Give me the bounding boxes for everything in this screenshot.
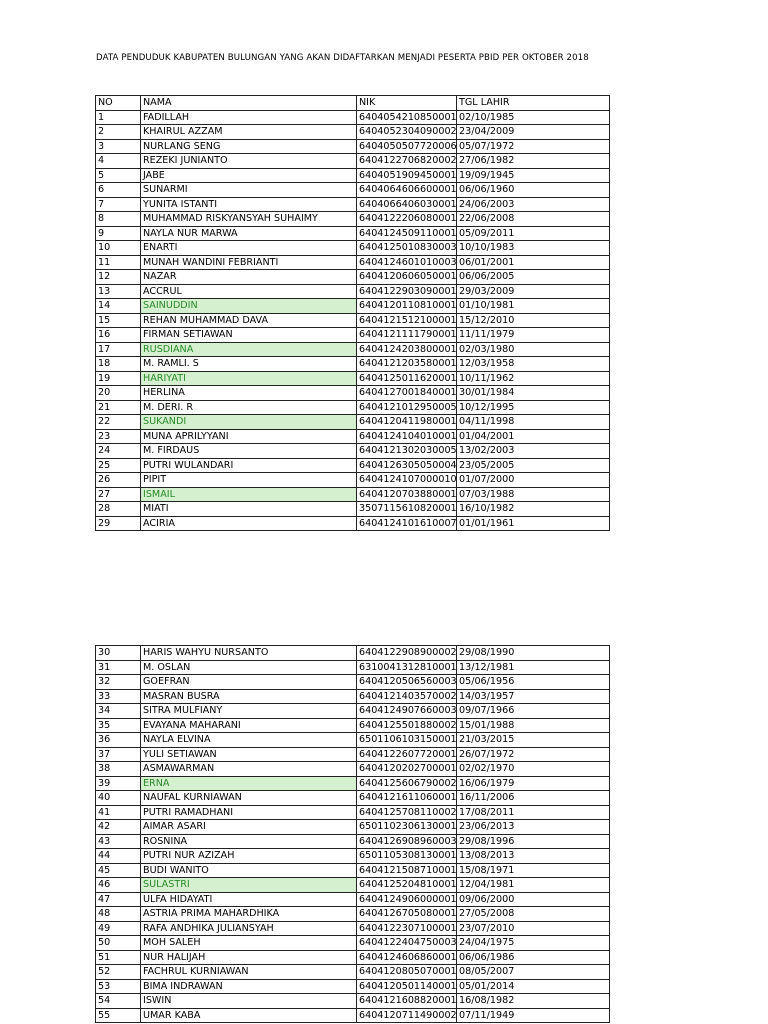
table-row [96, 313, 610, 328]
table-row [96, 255, 610, 270]
row-birth-date: 14/03/1957 [457, 689, 610, 704]
row-number: 33 [96, 689, 141, 704]
table-row [96, 110, 610, 125]
table-row [96, 125, 610, 140]
row-number: 3 [96, 139, 141, 154]
row-number: 17 [96, 342, 141, 357]
row-number: 2 [96, 125, 141, 140]
row-nik: 6404124906000001 [357, 892, 457, 907]
row-nik: 6404125010830003 [357, 241, 457, 256]
row-nik: 6404120703880001 [357, 487, 457, 502]
row-number: 22 [96, 415, 141, 430]
table-row [96, 154, 610, 169]
row-number: 36 [96, 733, 141, 748]
table-row [96, 473, 610, 488]
table-row [96, 357, 610, 372]
row-nik: 6404051909450001 [357, 168, 457, 183]
row-nik: 6404050507720006 [357, 139, 457, 154]
row-birth-date: 05/09/2011 [457, 226, 610, 241]
table-row [96, 516, 610, 531]
row-nik: 6404120805070001 [357, 965, 457, 980]
table-row [96, 907, 610, 922]
row-number: 25 [96, 458, 141, 473]
row-nik: 6404122206080001 [357, 212, 457, 227]
table-row [96, 270, 610, 285]
table-row [96, 139, 610, 154]
table-row [96, 502, 610, 517]
row-name: MASRAN BUSRA [141, 689, 357, 704]
table-row [96, 849, 610, 864]
document-title: DATA PENDUDUK KABUPATEN BULUNGAN YANG AKAN DIDAFTARKAN MENJADI PESERTA PBID PER OKTOBER 2018 [96, 53, 589, 63]
header-tgl-lahir: TGL LAHIR [457, 96, 610, 111]
row-birth-date: 01/01/1961 [457, 516, 610, 531]
table-row [96, 704, 610, 719]
row-name: NAUFAL KURNIAWAN [141, 791, 357, 806]
table-row [96, 342, 610, 357]
row-nik: 6404125708110002 [357, 805, 457, 820]
row-nik: 6404125606790002 [357, 776, 457, 791]
table-header-row [96, 96, 610, 111]
table-row [96, 646, 610, 661]
table-row [96, 689, 610, 704]
row-number: 55 [96, 1008, 141, 1023]
row-birth-date: 01/07/2000 [457, 473, 610, 488]
row-nik: 6404121512100001 [357, 313, 457, 328]
row-name: REHAN MUHAMMAD DAVA [141, 313, 357, 328]
row-number: 5 [96, 168, 141, 183]
row-nik: 6404120501140001 [357, 979, 457, 994]
row-name: M. DERI. R [141, 400, 357, 415]
row-nik: 6404054210850001 [357, 110, 457, 125]
row-name: ACCRUL [141, 284, 357, 299]
row-nik: 3507115610820001 [357, 502, 457, 517]
row-nik: 6404126305050004 [357, 458, 457, 473]
row-name: HARIS WAHYU NURSANTO [141, 646, 357, 661]
row-birth-date: 27/06/1982 [457, 154, 610, 169]
row-birth-date: 23/05/2005 [457, 458, 610, 473]
row-birth-date: 24/06/2003 [457, 197, 610, 212]
row-number: 47 [96, 892, 141, 907]
row-birth-date: 15/01/1988 [457, 718, 610, 733]
row-name: RUSDIANA [141, 342, 357, 357]
table-row [96, 675, 610, 690]
row-nik: 6404121111790001 [357, 328, 457, 343]
row-birth-date: 16/10/1982 [457, 502, 610, 517]
row-nik: 6404124601010003 [357, 255, 457, 270]
row-number: 14 [96, 299, 141, 314]
table-row [96, 1008, 610, 1023]
row-birth-date: 01/10/1981 [457, 299, 610, 314]
row-nik: 6501105308130001 [357, 849, 457, 864]
row-nik: 6404122307100001 [357, 921, 457, 936]
population-table-1 [95, 95, 610, 531]
table-row [96, 936, 610, 951]
table-row [96, 660, 610, 675]
row-number: 8 [96, 212, 141, 227]
row-name: NURLANG SENG [141, 139, 357, 154]
row-nik: 6501106103150001 [357, 733, 457, 748]
row-nik: 6404126705080001 [357, 907, 457, 922]
row-number: 12 [96, 270, 141, 285]
row-number: 30 [96, 646, 141, 661]
row-number: 42 [96, 820, 141, 835]
row-birth-date: 23/06/2013 [457, 820, 610, 835]
row-number: 46 [96, 878, 141, 893]
row-nik: 6404121302030005 [357, 444, 457, 459]
table-row [96, 212, 610, 227]
row-name: HARIYATI [141, 371, 357, 386]
row-name: NUR HALIJAH [141, 950, 357, 965]
table-row [96, 458, 610, 473]
row-name: ERNA [141, 776, 357, 791]
row-birth-date: 02/03/1980 [457, 342, 610, 357]
row-number: 31 [96, 660, 141, 675]
table-row [96, 950, 610, 965]
row-birth-date: 12/03/1958 [457, 357, 610, 372]
table-row [96, 400, 610, 415]
row-birth-date: 11/11/1979 [457, 328, 610, 343]
row-name: MUNAH WANDINI FEBRIANTI [141, 255, 357, 270]
row-name: ASMAWARMAN [141, 762, 357, 777]
row-birth-date: 26/07/1972 [457, 747, 610, 762]
row-number: 19 [96, 371, 141, 386]
row-name: MOH SALEH [141, 936, 357, 951]
row-name: YULI SETIAWAN [141, 747, 357, 762]
row-birth-date: 23/07/2010 [457, 921, 610, 936]
row-nik: 6404120411980001 [357, 415, 457, 430]
row-nik: 6404066406030001 [357, 197, 457, 212]
row-nik: 6404122404750003 [357, 936, 457, 951]
row-nik: 6404122908900002 [357, 646, 457, 661]
population-table-2 [95, 645, 610, 1023]
table-row [96, 197, 610, 212]
table-row [96, 429, 610, 444]
table-row [96, 820, 610, 835]
row-nik: 6404121508710001 [357, 863, 457, 878]
row-number: 49 [96, 921, 141, 936]
table-row [96, 834, 610, 849]
row-name: BIMA INDRAWAN [141, 979, 357, 994]
row-number: 28 [96, 502, 141, 517]
row-number: 51 [96, 950, 141, 965]
table-row [96, 762, 610, 777]
row-name: JABE [141, 168, 357, 183]
row-nik: 6404125011620001 [357, 371, 457, 386]
row-name: M. RAMLI. S [141, 357, 357, 372]
row-number: 53 [96, 979, 141, 994]
row-number: 29 [96, 516, 141, 531]
row-birth-date: 06/06/1960 [457, 183, 610, 198]
row-number: 35 [96, 718, 141, 733]
row-name: M. OSLAN [141, 660, 357, 675]
row-birth-date: 16/06/1979 [457, 776, 610, 791]
row-name: ISMAIL [141, 487, 357, 502]
table-row [96, 718, 610, 733]
row-number: 38 [96, 762, 141, 777]
row-name: PUTRI WULANDARI [141, 458, 357, 473]
row-name: FACHRUL KURNIAWAN [141, 965, 357, 980]
row-birth-date: 02/02/1970 [457, 762, 610, 777]
row-name: SUNARMI [141, 183, 357, 198]
row-nik: 6404121611060001 [357, 791, 457, 806]
row-name: KHAIRUL AZZAM [141, 125, 357, 140]
row-name: NAYLA ELVINA [141, 733, 357, 748]
row-number: 24 [96, 444, 141, 459]
row-name: SUKANDI [141, 415, 357, 430]
table-row [96, 892, 610, 907]
row-number: 48 [96, 907, 141, 922]
row-birth-date: 29/08/1990 [457, 646, 610, 661]
row-birth-date: 16/11/2006 [457, 791, 610, 806]
header-no: NO [96, 96, 141, 111]
row-number: 43 [96, 834, 141, 849]
header-nama: NAMA [141, 96, 357, 111]
row-name: MIATI [141, 502, 357, 517]
row-birth-date: 22/06/2008 [457, 212, 610, 227]
row-number: 4 [96, 154, 141, 169]
row-birth-date: 13/02/2003 [457, 444, 610, 459]
row-number: 37 [96, 747, 141, 762]
row-name: BUDI WANITO [141, 863, 357, 878]
row-nik: 6501102306130001 [357, 820, 457, 835]
table-row [96, 994, 610, 1009]
table-row [96, 386, 610, 401]
table-row [96, 168, 610, 183]
row-birth-date: 27/05/2008 [457, 907, 610, 922]
row-birth-date: 23/04/2009 [457, 125, 610, 140]
row-nik: 6404124606860001 [357, 950, 457, 965]
row-nik: 6404122903090001 [357, 284, 457, 299]
table-row [96, 183, 610, 198]
row-name: UMAR KABA [141, 1008, 357, 1023]
row-number: 26 [96, 473, 141, 488]
row-name: NAZAR [141, 270, 357, 285]
row-number: 9 [96, 226, 141, 241]
row-name: EVAYANA MAHARANI [141, 718, 357, 733]
row-birth-date: 07/11/1949 [457, 1008, 610, 1023]
row-birth-date: 02/10/1985 [457, 110, 610, 125]
row-nik: 6310041312810001 [357, 660, 457, 675]
row-name: ISWIN [141, 994, 357, 1009]
row-nik: 6404124107000010 [357, 473, 457, 488]
row-nik: 6404121203580001 [357, 357, 457, 372]
row-name: ASTRIA PRIMA MAHARDHIKA [141, 907, 357, 922]
table-row [96, 805, 610, 820]
row-name: FIRMAN SETIAWAN [141, 328, 357, 343]
row-number: 39 [96, 776, 141, 791]
row-number: 16 [96, 328, 141, 343]
row-birth-date: 10/10/1983 [457, 241, 610, 256]
row-nik: 6404124509110001 [357, 226, 457, 241]
row-nik: 6404124203800001 [357, 342, 457, 357]
row-number: 11 [96, 255, 141, 270]
row-name: SAINUDDIN [141, 299, 357, 314]
row-nik: 6404052304090002 [357, 125, 457, 140]
row-birth-date: 09/06/2000 [457, 892, 610, 907]
row-number: 15 [96, 313, 141, 328]
row-name: ULFA HIDAYATI [141, 892, 357, 907]
table-row [96, 444, 610, 459]
row-nik: 6404121403570002 [357, 689, 457, 704]
table-row [96, 371, 610, 386]
row-birth-date: 29/08/1996 [457, 834, 610, 849]
row-birth-date: 04/11/1998 [457, 415, 610, 430]
row-number: 6 [96, 183, 141, 198]
row-name: MUNA APRILYYANI [141, 429, 357, 444]
row-nik: 6404122607720001 [357, 747, 457, 762]
row-birth-date: 24/04/1975 [457, 936, 610, 951]
row-name: M. FIRDAUS [141, 444, 357, 459]
row-number: 44 [96, 849, 141, 864]
row-birth-date: 06/06/1986 [457, 950, 610, 965]
table-row [96, 415, 610, 430]
row-nik: 6404127001840001 [357, 386, 457, 401]
row-nik: 6404125501880002 [357, 718, 457, 733]
row-number: 7 [96, 197, 141, 212]
row-birth-date: 06/06/2005 [457, 270, 610, 285]
row-name: SULASTRI [141, 878, 357, 893]
table-row [96, 299, 610, 314]
row-number: 27 [96, 487, 141, 502]
row-nik: 6404121012950005 [357, 400, 457, 415]
row-birth-date: 19/09/1945 [457, 168, 610, 183]
row-number: 45 [96, 863, 141, 878]
row-number: 50 [96, 936, 141, 951]
row-name: PUTRI NUR AZIZAH [141, 849, 357, 864]
row-birth-date: 10/11/1962 [457, 371, 610, 386]
row-name: HERLINA [141, 386, 357, 401]
row-number: 13 [96, 284, 141, 299]
row-nik: 6404064606600001 [357, 183, 457, 198]
row-number: 18 [96, 357, 141, 372]
row-name: SITRA MULFIANY [141, 704, 357, 719]
row-birth-date: 21/03/2015 [457, 733, 610, 748]
row-nik: 6404126908960003 [357, 834, 457, 849]
row-name: FADILLAH [141, 110, 357, 125]
header-nik: NIK [357, 96, 457, 111]
row-birth-date: 15/08/1971 [457, 863, 610, 878]
table-row [96, 747, 610, 762]
table-row [96, 979, 610, 994]
row-name: REZEKI JUNIANTO [141, 154, 357, 169]
row-birth-date: 13/12/1981 [457, 660, 610, 675]
table-row [96, 863, 610, 878]
row-number: 32 [96, 675, 141, 690]
table-row [96, 284, 610, 299]
table-row [96, 487, 610, 502]
row-number: 21 [96, 400, 141, 415]
row-number: 52 [96, 965, 141, 980]
table-row [96, 878, 610, 893]
table-row [96, 791, 610, 806]
row-nik: 6404120506560003 [357, 675, 457, 690]
table-row [96, 733, 610, 748]
row-nik: 6404120606050001 [357, 270, 457, 285]
row-birth-date: 10/12/1995 [457, 400, 610, 415]
row-name: NAYLA NUR MARWA [141, 226, 357, 241]
row-birth-date: 05/01/2014 [457, 979, 610, 994]
table-row [96, 328, 610, 343]
table-row [96, 226, 610, 241]
row-birth-date: 09/07/1966 [457, 704, 610, 719]
row-number: 20 [96, 386, 141, 401]
row-nik: 6404125204810001 [357, 878, 457, 893]
row-nik: 6404120110810001 [357, 299, 457, 314]
row-birth-date: 01/04/2001 [457, 429, 610, 444]
row-nik: 6404120202700001 [357, 762, 457, 777]
row-birth-date: 08/05/2007 [457, 965, 610, 980]
row-birth-date: 17/08/2011 [457, 805, 610, 820]
row-number: 1 [96, 110, 141, 125]
row-nik: 6404124907660003 [357, 704, 457, 719]
row-nik: 6404124104010001 [357, 429, 457, 444]
row-name: ACIRIA [141, 516, 357, 531]
row-number: 23 [96, 429, 141, 444]
row-name: PUTRI RAMADHANI [141, 805, 357, 820]
table-row [96, 965, 610, 980]
row-number: 40 [96, 791, 141, 806]
row-birth-date: 05/07/1972 [457, 139, 610, 154]
row-name: ROSNINA [141, 834, 357, 849]
table-row [96, 921, 610, 936]
row-birth-date: 05/06/1956 [457, 675, 610, 690]
row-birth-date: 16/08/1982 [457, 994, 610, 1009]
row-birth-date: 30/01/1984 [457, 386, 610, 401]
row-name: AIMAR ASARI [141, 820, 357, 835]
row-nik: 6404121608820001 [357, 994, 457, 1009]
row-birth-date: 12/04/1981 [457, 878, 610, 893]
row-nik: 6404124101610007 [357, 516, 457, 531]
row-name: MUHAMMAD RISKYANSYAH SUHAIMY [141, 212, 357, 227]
row-number: 54 [96, 994, 141, 1009]
row-birth-date: 29/03/2009 [457, 284, 610, 299]
row-number: 10 [96, 241, 141, 256]
row-name: YUNITA ISTANTI [141, 197, 357, 212]
row-birth-date: 07/03/1988 [457, 487, 610, 502]
row-birth-date: 13/08/2013 [457, 849, 610, 864]
row-birth-date: 06/01/2001 [457, 255, 610, 270]
row-name: RAFA ANDHIKA JULIANSYAH [141, 921, 357, 936]
row-number: 34 [96, 704, 141, 719]
row-nik: 6404122706820002 [357, 154, 457, 169]
table-row [96, 241, 610, 256]
table-row [96, 776, 610, 791]
row-birth-date: 15/12/2010 [457, 313, 610, 328]
row-name: PIPIT [141, 473, 357, 488]
row-name: ENARTI [141, 241, 357, 256]
row-number: 41 [96, 805, 141, 820]
row-nik: 6404120711490002 [357, 1008, 457, 1023]
row-name: GOEFRAN [141, 675, 357, 690]
